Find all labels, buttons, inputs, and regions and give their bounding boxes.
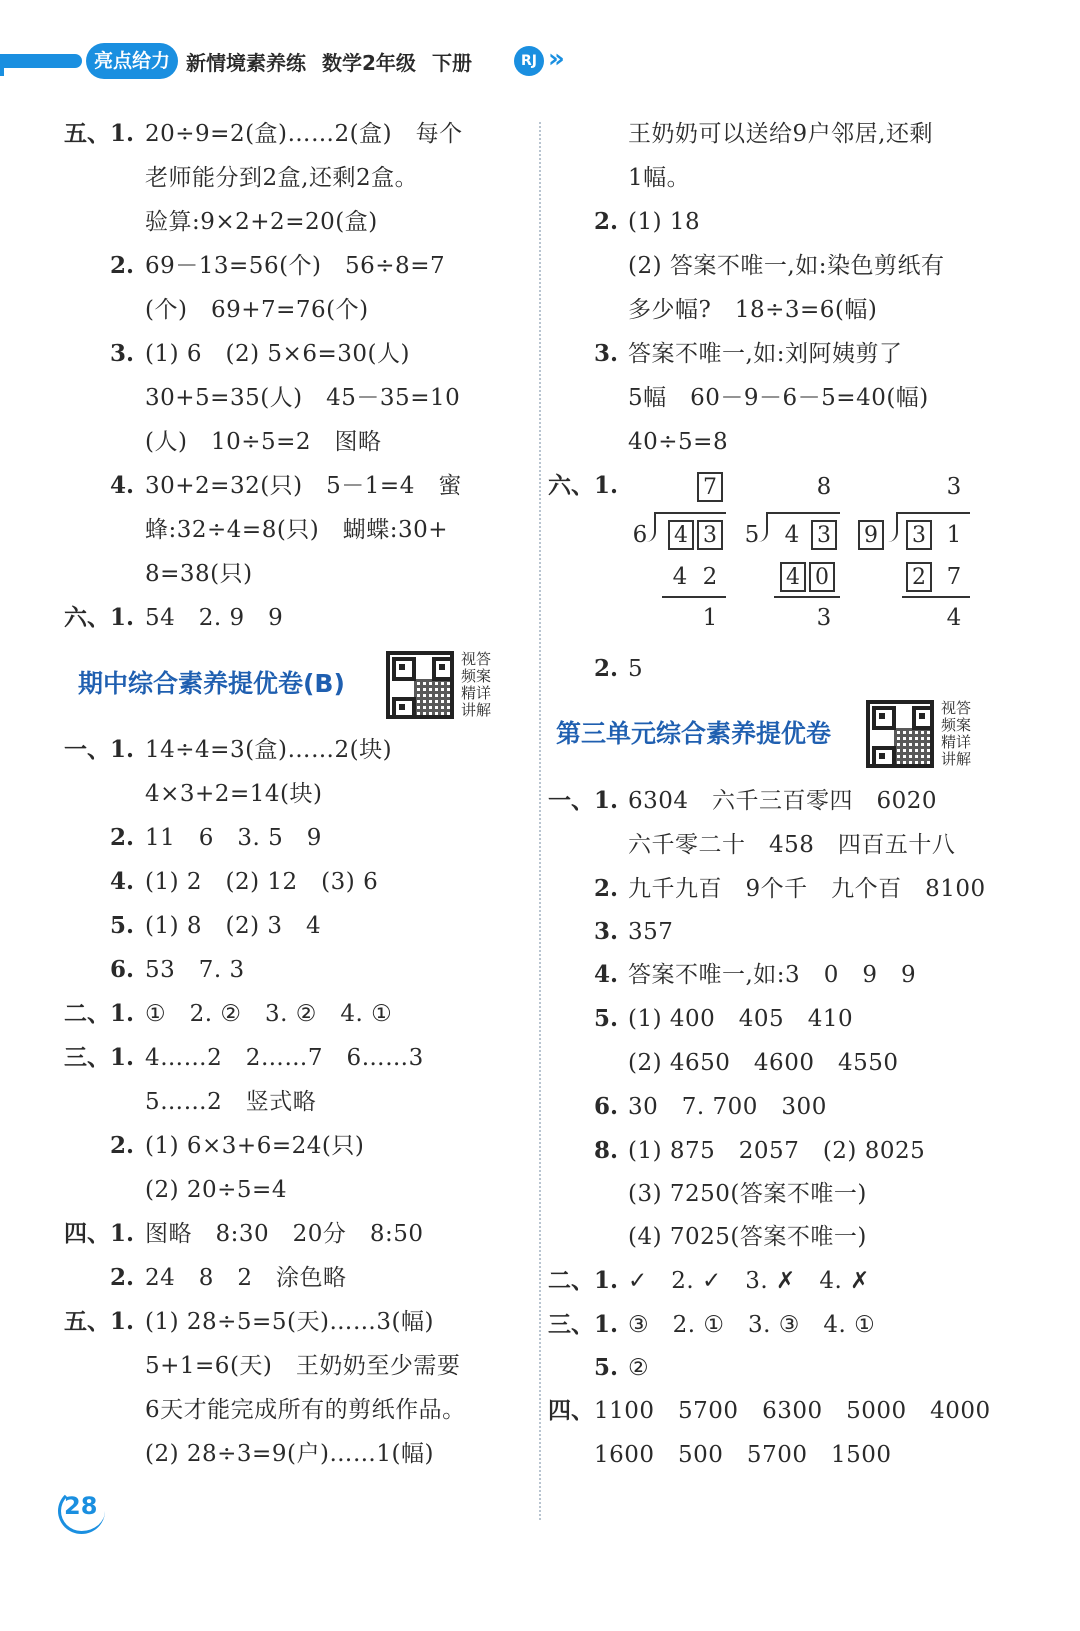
item-number: 5. [594, 1354, 619, 1381]
remainder: 3 [816, 605, 832, 631]
product-digit-box: 4 [780, 562, 806, 592]
answer-line: (1) 8 (2) 3 4 [145, 913, 322, 939]
answer-line: 20÷9=2(盒)……2(盒) 每个 [145, 121, 463, 147]
answer-line: 5 [628, 656, 644, 682]
item-number: 3. [594, 918, 619, 945]
answer-line: 8=38(只) [145, 561, 253, 587]
item-number: 2. [110, 252, 135, 279]
answer-line: 图略 8:30 20分 8:50 [145, 1221, 424, 1247]
answer-line: 53 7. 3 [145, 957, 245, 983]
answer-line: (2) 答案不唯一,如:染色剪纸有 [628, 253, 945, 279]
remainder: 1 [702, 605, 718, 631]
item-number: 二、1. [64, 1000, 135, 1027]
item-number: 四、 [548, 1397, 594, 1424]
answer-line: (1) 6×3+6=24(只) [145, 1133, 365, 1159]
divisor-box: 9 [858, 520, 884, 550]
header-bar [0, 54, 82, 68]
product-digit: 7 [946, 564, 962, 590]
answer-line: 4×3+2=14(块) [145, 781, 323, 807]
item-number: 2. [594, 655, 619, 682]
answer-line: 357 [628, 919, 674, 945]
answer-line: 答案不唯一,如:刘阿姨剪了 [628, 341, 903, 367]
answer-line: (1) 6 (2) 5×6=30(人) [145, 341, 410, 367]
item-number: 8. [594, 1137, 619, 1164]
answer-line: ③ 2. ① 3. ③ 4. ① [628, 1312, 876, 1338]
qr-caption: 视答 频案 精详 讲解 [460, 650, 491, 719]
answer-line: ① 2. ② 3. ② 4. ① [145, 1001, 393, 1027]
product-digit-box: 0 [809, 562, 835, 592]
answer-line: 4……2 2……7 6……3 [145, 1045, 424, 1071]
column-divider [539, 122, 541, 1520]
answer-line: 11 6 3. 5 9 [145, 825, 322, 851]
quotient-box: 7 [697, 472, 723, 502]
answer-line: 老师能分到2盒,还剩2盒。 [145, 165, 419, 191]
item-number: 2. [110, 1264, 135, 1291]
item-number: 一、1. [64, 736, 135, 763]
item-number: 五、1. [64, 120, 135, 147]
item-number: 6. [594, 1093, 619, 1120]
answer-line: 30 7. 700 300 [628, 1094, 827, 1120]
answer-line: 九千九百 9个千 九个百 8100 [628, 876, 986, 902]
series-title: 新情境素养练 [186, 51, 306, 75]
section-title-midterm-b: 期中综合素养提优卷(B) [78, 669, 345, 698]
answer-line: (人) 10÷5=2 图略 [145, 429, 382, 455]
product-digit: 2 [702, 564, 718, 590]
item-number: 二、1. [548, 1267, 619, 1294]
dividend-digit: 1 [946, 522, 962, 548]
dividend-digit-box: 3 [697, 520, 723, 550]
volume-title: 下册 [432, 51, 472, 75]
divisor: 6 [632, 522, 648, 548]
item-number: 4. [594, 961, 619, 988]
item-number: 三、1. [64, 1044, 135, 1071]
item-number: 5. [110, 912, 135, 939]
item-number: 三、1. [548, 1311, 619, 1338]
answer-line: 14÷4=3(盒)……2(块) [145, 737, 393, 763]
item-number: 2. [594, 208, 619, 235]
page-number: 28 [64, 1492, 98, 1520]
item-number: 2. [110, 1132, 135, 1159]
chevron-right-icon: » [548, 44, 565, 74]
dividend-digit-box: 4 [668, 520, 694, 550]
answer-line: 5+1=6(天) 王奶奶至少需要 [145, 1353, 461, 1379]
subject-title: 数学2年级 [322, 51, 416, 75]
answer-line: 40÷5=8 [628, 429, 729, 455]
quotient: 3 [946, 474, 962, 500]
answer-line: (2) 4650 4600 4550 [628, 1050, 899, 1076]
answer-line: 多少幅? 18÷3=6(幅) [628, 297, 878, 323]
answer-line: (1) 2 (2) 12 (3) 6 [145, 869, 379, 895]
answer-line: 54 2. 9 9 [145, 605, 284, 631]
answer-line: 1幅。 [628, 165, 691, 191]
answer-line: 30+5=35(人) 45－35=10 [145, 385, 461, 411]
dividend-digit: 4 [784, 522, 800, 548]
item-number: 3. [110, 340, 135, 367]
page-header [0, 38, 1080, 88]
answer-line: 5幅 60－9－6－5=40(幅) [628, 385, 929, 411]
answer-line: 6304 六千三百零四 6020 [628, 788, 938, 814]
answer-line: (4) 7025(答案不唯一) [628, 1224, 867, 1250]
item-number: 一、1. [548, 787, 619, 814]
answer-line: 30+2=32(只) 5－1=4 蜜 [145, 473, 462, 499]
remainder: 4 [946, 605, 962, 631]
answer-line: 24 8 2 涂色略 [145, 1265, 347, 1291]
answer-line: (1) 400 405 410 [628, 1006, 854, 1032]
answer-line: ✓ 2. ✓ 3. ✗ 4. ✗ [628, 1268, 870, 1294]
answer-line: (1) 875 2057 (2) 8025 [628, 1138, 926, 1164]
answer-line: (1) 18 [628, 209, 701, 235]
product-digit: 4 [672, 564, 688, 590]
answer-line: (2) 20÷5=4 [145, 1177, 287, 1203]
item-number: 四、1. [64, 1220, 135, 1247]
answer-line: 69－13=56(个) 56÷8=7 [145, 253, 446, 279]
item-number: 4. [110, 868, 135, 895]
answer-line: ② [628, 1355, 650, 1381]
item-number: 六、1. [64, 604, 135, 631]
edition-badge: RJ [514, 46, 544, 76]
brand-logo: 亮点给力 [86, 43, 178, 79]
item-number: 4. [110, 472, 135, 499]
item-number: 六、1. [548, 472, 619, 499]
dividend-digit-box: 3 [906, 520, 932, 550]
answer-line: (1) 28÷5=5(天)……3(幅) [145, 1309, 434, 1335]
section-title-unit3: 第三单元综合素养提优卷 [556, 719, 832, 748]
item-number: 3. [594, 340, 619, 367]
answer-line: 蜂:32÷4=8(只) 蝴蝶:30+ [145, 517, 449, 543]
header-bar-tick [0, 56, 4, 76]
item-number: 2. [594, 875, 619, 902]
item-number: 五、1. [64, 1308, 135, 1335]
answer-line: 六千零二十 458 四百五十八 [628, 832, 956, 858]
qr-code-icon[interactable] [866, 700, 934, 768]
dividend-digit-box: 3 [811, 520, 837, 550]
item-number: 2. [110, 824, 135, 851]
answer-line: 1100 5700 6300 5000 4000 [594, 1398, 991, 1424]
answer-line: 验算:9×2+2=20(盒) [145, 209, 378, 235]
qr-code-icon[interactable] [386, 651, 454, 719]
product-digit-box: 2 [906, 562, 932, 592]
answer-line: 1600 500 5700 1500 [594, 1442, 892, 1468]
answer-line: (3) 7250(答案不唯一) [628, 1181, 867, 1207]
qr-caption: 视答 频案 精详 讲解 [940, 699, 971, 768]
item-number: 6. [110, 956, 135, 983]
answer-line: 6天才能完成所有的剪纸作品。 [145, 1397, 466, 1423]
divisor: 5 [744, 522, 760, 548]
answer-line: (2) 28÷3=9(户)……1(幅) [145, 1441, 434, 1467]
answer-line: 王奶奶可以送给9户邻居,还剩 [628, 121, 933, 147]
answer-line: 答案不唯一,如:3 0 9 9 [628, 962, 917, 988]
item-number: 5. [594, 1005, 619, 1032]
quotient: 8 [816, 474, 832, 500]
answer-line: (个) 69+7=76(个) [145, 297, 369, 323]
answer-line: 5……2 竖式略 [145, 1089, 317, 1115]
